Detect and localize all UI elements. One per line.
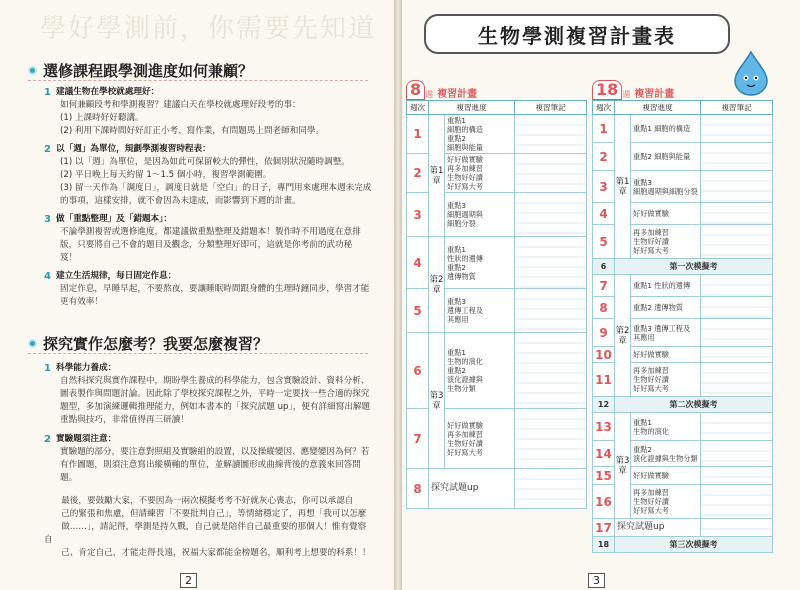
item-heading: 建議生物在學校就處理好： bbox=[56, 87, 160, 97]
content-line: 演化證據與生物分類 bbox=[633, 453, 698, 463]
col-progress-header: 複習進度 bbox=[615, 101, 701, 115]
content-line: 性狀的遺傳 bbox=[447, 253, 483, 263]
week-content: 探究試題up bbox=[429, 469, 515, 509]
table-row bbox=[407, 115, 587, 154]
item-line: (1) 上課時好好聽講。 bbox=[60, 113, 144, 123]
chapter-label: 第2章 bbox=[429, 237, 445, 333]
week-number: 12 bbox=[593, 397, 615, 413]
closing-line: 己的緊張和焦慮，但請練習「不要批判自己」，等情緒穩定了，再想「我可以怎麼 bbox=[61, 509, 367, 519]
week-content bbox=[631, 297, 701, 319]
notes-cell bbox=[701, 467, 773, 485]
table-row bbox=[593, 413, 773, 441]
col-notes-header: 複習筆記 bbox=[515, 101, 587, 115]
section1-divider bbox=[28, 80, 368, 81]
page-number: 2 bbox=[180, 573, 197, 588]
content-line: 再多加練習 bbox=[633, 488, 669, 497]
content-line: 生物好好讀 bbox=[633, 375, 669, 384]
week-content bbox=[631, 171, 701, 203]
plan-18-table bbox=[592, 100, 773, 553]
week-content bbox=[445, 237, 515, 289]
section2-header bbox=[28, 333, 268, 354]
item-heading: 實驗題須注意： bbox=[56, 434, 117, 444]
content-line: 生物好好讀 bbox=[633, 497, 669, 506]
notes-cell bbox=[515, 409, 587, 469]
plan-8-weeks-unit: 週 bbox=[425, 90, 434, 99]
content-line: 再多加練習 bbox=[633, 228, 669, 237]
content-line: 重點3 bbox=[447, 201, 466, 210]
content-line: 生物的演化 bbox=[633, 426, 669, 436]
plan-18-weeks-number: 18 bbox=[592, 80, 622, 100]
plan-8-weeks bbox=[406, 80, 586, 509]
notes-cell bbox=[701, 413, 773, 441]
list-item bbox=[44, 362, 374, 427]
bullet-dot-icon bbox=[28, 66, 37, 75]
table-row bbox=[593, 275, 773, 297]
item-line: 題。 bbox=[60, 473, 78, 483]
content-line: 好好寫大考 bbox=[633, 384, 669, 393]
content-line: 細胞週期與 bbox=[447, 210, 483, 219]
section2-divider bbox=[28, 353, 368, 354]
review-bullet: 生物好好讀 bbox=[447, 173, 483, 182]
content-line: 重點3 bbox=[633, 177, 652, 187]
right-page bbox=[402, 0, 800, 590]
plan-8-name: 複習計畫 bbox=[437, 89, 478, 100]
item-line: 笈！ bbox=[60, 253, 78, 263]
review-bullet: 好好做實驗 bbox=[447, 420, 483, 430]
review-bullet: 再多加練習 bbox=[447, 429, 483, 439]
list-item bbox=[44, 213, 374, 265]
item-line: (3) 留一天作為「調度日」，調度日就是「空白」的日子，專門用來處理本週未完成 bbox=[60, 183, 372, 193]
review-bullet: 好好做實驗 bbox=[447, 155, 483, 164]
book-gutter bbox=[394, 0, 402, 590]
notes-cell bbox=[701, 115, 773, 143]
content-line: 重點1 性狀的遺傳 bbox=[633, 281, 691, 290]
week-number: 10 bbox=[593, 347, 615, 363]
notes-cell bbox=[701, 441, 773, 467]
list-item bbox=[44, 143, 374, 208]
plan-8-table bbox=[406, 100, 587, 509]
content-line: 其應用 bbox=[447, 315, 469, 324]
plan-18-weeks bbox=[592, 80, 772, 553]
content-line: 遺傳工程及 bbox=[447, 306, 483, 315]
table-row bbox=[407, 469, 587, 509]
content-line: 生物好好讀 bbox=[633, 237, 669, 246]
week-number: 2 bbox=[407, 154, 429, 193]
item-heading: 做「重點整理」及「錯題本」： bbox=[56, 214, 173, 224]
mock-exam-row bbox=[593, 259, 773, 275]
week-number: 11 bbox=[593, 363, 615, 397]
week-content bbox=[631, 347, 701, 363]
content-line: 生物分類 bbox=[447, 384, 476, 393]
content-line: 重點2 遺傳物質 bbox=[633, 303, 683, 312]
section1-header bbox=[28, 60, 253, 81]
page-title: 生物學測複習計畫表 bbox=[478, 23, 676, 48]
notes-cell bbox=[515, 333, 587, 409]
item-heading: 科學能力養成： bbox=[56, 363, 117, 373]
closing-paragraph bbox=[44, 495, 374, 560]
content-line: 重點2 bbox=[447, 262, 466, 272]
week-number: 7 bbox=[407, 409, 429, 469]
notes-cell bbox=[701, 143, 773, 171]
item-heading: 建立生活規律，每日固定作息： bbox=[56, 271, 177, 281]
table-row bbox=[593, 519, 773, 537]
item-line: 版，只要將自己不會的題目及觀念，分類整理好即可，這就是你考前的武功秘 bbox=[60, 240, 353, 250]
item-number: 2 bbox=[44, 434, 51, 445]
item-number: 1 bbox=[44, 363, 51, 374]
table-row bbox=[407, 237, 587, 289]
item-line: (2) 平日晚上每天約留 1～1.5 個小時，複習學測範圍。 bbox=[60, 170, 272, 180]
item-number: 3 bbox=[44, 214, 51, 225]
col-week-header: 週次 bbox=[407, 101, 429, 115]
week-content bbox=[445, 193, 515, 237]
week-number: 16 bbox=[593, 485, 615, 519]
page-number: 3 bbox=[588, 573, 605, 588]
plan-18-weeks-unit: 週 bbox=[622, 90, 631, 99]
notes-cell bbox=[701, 203, 773, 225]
week-content bbox=[445, 289, 515, 333]
item-line: 更有效率！ bbox=[60, 297, 103, 307]
mock-exam-label: 第一次模擬考 bbox=[615, 259, 773, 275]
plan-18-name: 複習計畫 bbox=[634, 89, 675, 100]
notes-cell bbox=[515, 289, 587, 333]
col-notes-header: 複習筆記 bbox=[701, 101, 773, 115]
plan-8-weeks-number: 8 bbox=[406, 80, 425, 100]
item-line: 如何兼顧段考和學測複習？建議白天在學校就處理好段考的事： bbox=[60, 100, 301, 110]
item-line: (2) 利用下課時間好好訂正小考、寫作業，有問題馬上問老師和同學。 bbox=[60, 126, 325, 136]
chapter-label: 第3章 bbox=[615, 413, 631, 519]
notes-cell bbox=[515, 115, 587, 154]
week-number: 1 bbox=[593, 115, 615, 143]
faint-banner: 學好學測前，你需要先知道 bbox=[40, 14, 377, 44]
week-number: 8 bbox=[593, 297, 615, 319]
notes-cell bbox=[701, 519, 773, 537]
content-line: 重點1 bbox=[447, 348, 466, 357]
week-content bbox=[631, 319, 701, 347]
content-line: 重點3 bbox=[447, 297, 466, 306]
item-line: 有作圖題，則須注意寫出縱橫軸的單位，並解讀圖形或曲線背後的意義來回答問 bbox=[60, 460, 361, 470]
plan-18-badge bbox=[592, 80, 772, 100]
content-line: 重點2 bbox=[447, 366, 466, 375]
content-line: 好好做實驗 bbox=[633, 350, 669, 359]
week-number: 5 bbox=[407, 289, 429, 333]
week-content bbox=[445, 333, 515, 409]
week-number: 6 bbox=[593, 259, 615, 275]
week-content bbox=[631, 413, 701, 441]
week-number: 14 bbox=[593, 441, 615, 467]
closing-line: 最後，要鼓勵大家，不要因為一兩次模擬考考不好就灰心喪志，你可以承認自 bbox=[61, 496, 354, 506]
col-week-header: 週次 bbox=[593, 101, 615, 115]
col-progress-header: 複習進度 bbox=[429, 101, 515, 115]
week-number: 3 bbox=[593, 171, 615, 203]
section2-title: 探究實作怎麼考？我要怎麼複習？ bbox=[43, 335, 269, 353]
content-line: 再多加練習 bbox=[633, 366, 669, 375]
week-number: 2 bbox=[593, 143, 615, 171]
list-item bbox=[44, 270, 374, 309]
content-line: 細胞與能量 bbox=[447, 143, 483, 152]
item-line: (1) 以「週」為單位，是因為如此可保留較大的彈性，依個別狀況隨時調整。 bbox=[60, 157, 350, 167]
content-line: 重點1 細胞的構造 bbox=[633, 124, 691, 133]
list-item bbox=[44, 433, 374, 485]
notes-cell bbox=[701, 275, 773, 297]
review-bullet: 生物好好讀 bbox=[447, 438, 483, 448]
notes-cell bbox=[701, 297, 773, 319]
closing-line: 己、肯定自己，才能走得長遠，祝福大家都能金榜題名，順利考上想要的科系！！ bbox=[61, 548, 371, 558]
week-content bbox=[445, 154, 515, 193]
notes-cell bbox=[701, 347, 773, 363]
item-line: 題型，多加演練邏輯推理能力，例如本書本的「探究試題 up」，便有詳細寫出解題 bbox=[60, 402, 371, 412]
review-bullet: 再多加練習 bbox=[447, 164, 483, 173]
week-number: 15 bbox=[593, 467, 615, 485]
item-line: 實驗題的部分，要注意對照組及實驗組的設置，以及操縱變因、應變變因為何？若 bbox=[60, 447, 370, 457]
content-line: 好好做實驗 bbox=[633, 471, 669, 480]
week-content bbox=[631, 363, 701, 397]
chapter-label: 第1章 bbox=[615, 115, 631, 259]
content-line: 好好寫大考 bbox=[633, 506, 669, 515]
notes-cell bbox=[515, 469, 587, 509]
bullet-dot-icon bbox=[28, 339, 37, 348]
week-number: 1 bbox=[407, 115, 429, 154]
week-number: 9 bbox=[593, 319, 615, 347]
mock-exam-label: 第三次模擬考 bbox=[615, 537, 773, 553]
chapter-label: 第1章 bbox=[429, 115, 445, 237]
week-content bbox=[631, 143, 701, 171]
notes-cell bbox=[701, 485, 773, 519]
left-page bbox=[0, 0, 394, 590]
section1-title: 選修課程跟學測進度如何兼顧？ bbox=[43, 62, 254, 80]
chapter-label: 第3章 bbox=[429, 333, 445, 469]
mock-exam-row bbox=[593, 397, 773, 413]
week-number: 5 bbox=[593, 225, 615, 259]
content-line: 演化證據與 bbox=[447, 375, 483, 384]
item-line: 重點與技巧，非常值得再三研讀！ bbox=[60, 415, 189, 425]
review-bullet: 好好寫大考 bbox=[447, 447, 483, 457]
week-content bbox=[445, 409, 515, 469]
item-line: 圖表製作與問題討論。因此除了學校探究課程之外，平時一定要找一些合適的探究 bbox=[60, 389, 370, 399]
notes-cell bbox=[701, 171, 773, 203]
content-line: 好好做實驗 bbox=[633, 209, 669, 218]
content-line: 重點1 bbox=[447, 116, 466, 125]
week-number: 17 bbox=[593, 519, 615, 537]
week-content bbox=[631, 485, 701, 519]
chapter-label: 第2章 bbox=[615, 275, 631, 397]
content-line: 重點2 bbox=[633, 444, 652, 454]
item-number: 2 bbox=[44, 144, 51, 155]
mock-exam-label: 第二次模擬考 bbox=[615, 397, 773, 413]
week-number: 4 bbox=[593, 203, 615, 225]
item-number: 4 bbox=[44, 271, 51, 282]
item-heading: 以「週」為單位，規劃學測複習時程表： bbox=[56, 144, 211, 154]
week-number: 4 bbox=[407, 237, 429, 289]
week-content bbox=[631, 275, 701, 297]
week-number: 18 bbox=[593, 537, 615, 553]
content-line: 遺傳物質 bbox=[447, 271, 476, 281]
content-line: 好好寫大考 bbox=[633, 246, 669, 255]
week-number: 13 bbox=[593, 413, 615, 441]
week-content: 探究試題up bbox=[615, 519, 701, 537]
notes-cell bbox=[701, 363, 773, 397]
item-line: 的事項，這樣安排，就不會因為未達成，而影響到下週的計畫。 bbox=[60, 196, 301, 206]
week-content bbox=[631, 467, 701, 485]
table-row bbox=[407, 333, 587, 409]
content-line: 重點2 細胞與能量 bbox=[633, 152, 691, 161]
notes-cell bbox=[515, 193, 587, 237]
notes-cell bbox=[515, 154, 587, 193]
notes-cell bbox=[701, 319, 773, 347]
item-line: 固定作息，早睡早起，不要熬夜，要讓睡眠時間跟身體的生理時鐘同步，學習才能 bbox=[60, 284, 370, 294]
content-line: 重點2 bbox=[447, 134, 466, 143]
content-line: 重點3 遺傳工程及 bbox=[633, 323, 691, 333]
closing-line: 做……」，請記得，學測是持久戰，自己就是陪伴自己最重要的那個人！惟有覺察自 bbox=[44, 522, 367, 545]
week-content bbox=[631, 441, 701, 467]
mock-exam-row bbox=[593, 537, 773, 553]
item-line: 自然科探究與實作課程中，期盼學生養成的科學能力，包含實驗設計、資料分析、 bbox=[60, 376, 370, 386]
notes-cell bbox=[515, 237, 587, 289]
plan-8-badge bbox=[406, 80, 586, 100]
content-line: 生物的演化 bbox=[447, 357, 483, 366]
week-number: 6 bbox=[407, 333, 429, 409]
notes-cell bbox=[701, 225, 773, 259]
item-line: 不論學測複習或選修進度，都建議做重點整理及錯題本！製作時不用過度在意排 bbox=[60, 227, 361, 237]
content-line: 細胞週期與細胞分裂 bbox=[633, 186, 698, 196]
content-line: 其應用 bbox=[633, 332, 655, 342]
content-line: 細胞分裂 bbox=[447, 219, 476, 228]
week-content bbox=[631, 225, 701, 259]
content-line: 細胞的構造 bbox=[447, 125, 483, 134]
week-number: 7 bbox=[593, 275, 615, 297]
week-content bbox=[631, 203, 701, 225]
week-content bbox=[445, 115, 515, 154]
content-line: 重點1 bbox=[633, 417, 652, 427]
list-item bbox=[44, 86, 374, 138]
content-line: 重點1 bbox=[447, 244, 466, 254]
table-row bbox=[593, 115, 773, 143]
week-content bbox=[631, 115, 701, 143]
review-bullet: 好好寫大考 bbox=[447, 182, 483, 191]
week-number: 8 bbox=[407, 469, 429, 509]
plan-title-box bbox=[424, 14, 730, 54]
week-number: 3 bbox=[407, 193, 429, 237]
item-number: 1 bbox=[44, 87, 51, 98]
